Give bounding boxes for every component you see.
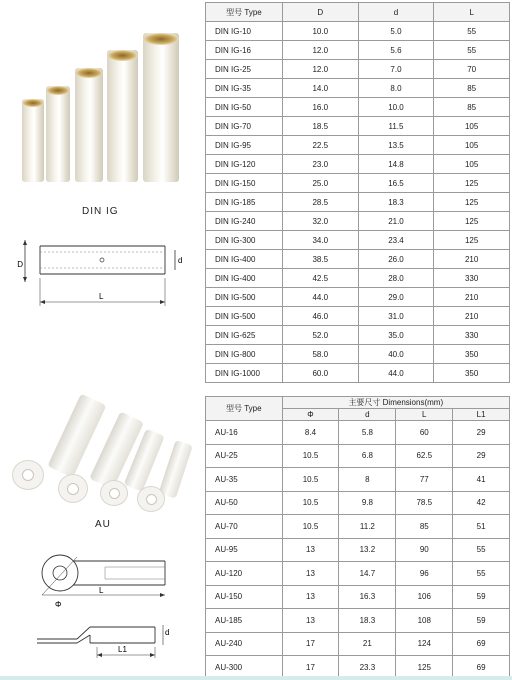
model-cell: AU-150 bbox=[206, 585, 283, 609]
tube-dimension-diagram bbox=[15, 232, 195, 312]
table-row bbox=[206, 155, 510, 174]
model-cell: DIN IG-10 bbox=[206, 22, 283, 41]
value-cell: 13.2 bbox=[339, 538, 396, 562]
model-cell: AU-35 bbox=[206, 468, 283, 492]
value-cell: 78.5 bbox=[396, 491, 453, 515]
header-d: d bbox=[339, 409, 396, 421]
table-row bbox=[206, 444, 510, 468]
table-row bbox=[206, 288, 510, 307]
table-row bbox=[206, 491, 510, 515]
model-cell: DIN IG-70 bbox=[206, 117, 283, 136]
value-cell: 6.8 bbox=[339, 444, 396, 468]
dim-d-inner-label: d bbox=[178, 256, 183, 265]
value-cell: 55 bbox=[434, 22, 510, 41]
value-cell: 51 bbox=[453, 515, 510, 539]
table-row bbox=[206, 22, 510, 41]
value-cell: 52.0 bbox=[282, 326, 358, 345]
value-cell: 125 bbox=[434, 193, 510, 212]
value-cell: 105 bbox=[434, 117, 510, 136]
tube-2 bbox=[46, 86, 70, 182]
left-panel bbox=[0, 0, 200, 680]
value-cell: 13 bbox=[282, 562, 339, 586]
value-cell: 13 bbox=[282, 585, 339, 609]
value-cell: 8 bbox=[339, 468, 396, 492]
table-row bbox=[206, 515, 510, 539]
model-cell: DIN IG-25 bbox=[206, 60, 283, 79]
value-cell: 11.5 bbox=[358, 117, 434, 136]
bottom-accent-bar bbox=[0, 676, 512, 680]
value-cell: 29.0 bbox=[358, 288, 434, 307]
value-cell: 26.0 bbox=[358, 250, 434, 269]
model-cell: DIN IG-95 bbox=[206, 136, 283, 155]
model-cell: AU-25 bbox=[206, 444, 283, 468]
au-spec-table bbox=[205, 396, 510, 680]
value-cell: 14.8 bbox=[358, 155, 434, 174]
value-cell: 18.3 bbox=[339, 609, 396, 633]
dim-l1-label: L1 bbox=[118, 645, 127, 654]
value-cell: 55 bbox=[453, 538, 510, 562]
table-row bbox=[206, 174, 510, 193]
value-cell: 60.0 bbox=[282, 364, 358, 383]
table-row bbox=[206, 231, 510, 250]
model-cell: DIN IG-400 bbox=[206, 250, 283, 269]
tube-5 bbox=[143, 33, 179, 182]
value-cell: 12.0 bbox=[282, 60, 358, 79]
value-cell: 44.0 bbox=[358, 364, 434, 383]
value-cell: 16.0 bbox=[282, 98, 358, 117]
value-cell: 5.0 bbox=[358, 22, 434, 41]
value-cell: 10.5 bbox=[282, 444, 339, 468]
value-cell: 69 bbox=[453, 632, 510, 656]
model-cell: AU-50 bbox=[206, 491, 283, 515]
value-cell: 105 bbox=[434, 136, 510, 155]
value-cell: 13.5 bbox=[358, 136, 434, 155]
table-row bbox=[206, 468, 510, 492]
table-row bbox=[206, 326, 510, 345]
value-cell: 28.5 bbox=[282, 193, 358, 212]
model-cell: AU-185 bbox=[206, 609, 283, 633]
value-cell: 5.8 bbox=[339, 421, 396, 445]
value-cell: 59 bbox=[453, 609, 510, 633]
table-row bbox=[206, 269, 510, 288]
table-row bbox=[206, 307, 510, 326]
dim-phi-label: Φ bbox=[55, 600, 62, 609]
tube-1 bbox=[22, 99, 44, 182]
model-cell: DIN IG-500 bbox=[206, 288, 283, 307]
value-cell: 58.0 bbox=[282, 345, 358, 364]
value-cell: 31.0 bbox=[358, 307, 434, 326]
table-row bbox=[206, 364, 510, 383]
table-row bbox=[206, 562, 510, 586]
header-l1: L1 bbox=[453, 409, 510, 421]
header-phi: Φ bbox=[282, 409, 339, 421]
table-row bbox=[206, 60, 510, 79]
header-dimensions: 主要尺寸 Dimensions(mm) bbox=[282, 397, 509, 409]
value-cell: 29 bbox=[453, 421, 510, 445]
value-cell: 96 bbox=[396, 562, 453, 586]
lug-dimension-diagram bbox=[15, 545, 195, 665]
model-cell: DIN IG-150 bbox=[206, 174, 283, 193]
value-cell: 14.0 bbox=[282, 79, 358, 98]
table-header-row bbox=[206, 397, 510, 409]
value-cell: 42 bbox=[453, 491, 510, 515]
model-cell: DIN IG-800 bbox=[206, 345, 283, 364]
table-row bbox=[206, 538, 510, 562]
tube-3 bbox=[75, 68, 103, 182]
model-cell: AU-70 bbox=[206, 515, 283, 539]
tube-4 bbox=[107, 50, 138, 182]
value-cell: 77 bbox=[396, 468, 453, 492]
model-cell: DIN IG-300 bbox=[206, 231, 283, 250]
value-cell: 210 bbox=[434, 307, 510, 326]
value-cell: 7.0 bbox=[358, 60, 434, 79]
value-cell: 350 bbox=[434, 345, 510, 364]
value-cell: 8.0 bbox=[358, 79, 434, 98]
value-cell: 18.3 bbox=[358, 193, 434, 212]
value-cell: 9.8 bbox=[339, 491, 396, 515]
value-cell: 330 bbox=[434, 269, 510, 288]
header-type: 型号 Type bbox=[206, 397, 283, 421]
model-cell: AU-240 bbox=[206, 632, 283, 656]
value-cell: 25.0 bbox=[282, 174, 358, 193]
table-row bbox=[206, 609, 510, 633]
table-row bbox=[206, 117, 510, 136]
value-cell: 21.0 bbox=[358, 212, 434, 231]
value-cell: 41 bbox=[453, 468, 510, 492]
value-cell: 106 bbox=[396, 585, 453, 609]
table-row bbox=[206, 345, 510, 364]
model-cell: AU-120 bbox=[206, 562, 283, 586]
value-cell: 10.5 bbox=[282, 491, 339, 515]
header-type: 型号 Type bbox=[206, 3, 283, 22]
value-cell: 10.5 bbox=[282, 515, 339, 539]
value-cell: 35.0 bbox=[358, 326, 434, 345]
value-cell: 23.0 bbox=[282, 155, 358, 174]
din-ig-spec-table bbox=[205, 2, 510, 383]
value-cell: 23.3 bbox=[339, 656, 396, 680]
model-cell: AU-95 bbox=[206, 538, 283, 562]
model-cell: DIN IG-240 bbox=[206, 212, 283, 231]
table-row bbox=[206, 136, 510, 155]
value-cell: 14.7 bbox=[339, 562, 396, 586]
table-row bbox=[206, 79, 510, 98]
table-row bbox=[206, 41, 510, 60]
dim-l-label: L bbox=[99, 292, 104, 301]
value-cell: 5.6 bbox=[358, 41, 434, 60]
table-row bbox=[206, 212, 510, 231]
value-cell: 330 bbox=[434, 326, 510, 345]
value-cell: 85 bbox=[434, 79, 510, 98]
value-cell: 17 bbox=[282, 656, 339, 680]
value-cell: 105 bbox=[434, 155, 510, 174]
value-cell: 85 bbox=[434, 98, 510, 117]
table-row bbox=[206, 585, 510, 609]
value-cell: 21 bbox=[339, 632, 396, 656]
value-cell: 70 bbox=[434, 60, 510, 79]
value-cell: 12.0 bbox=[282, 41, 358, 60]
header-d-outer: D bbox=[282, 3, 358, 22]
value-cell: 34.0 bbox=[282, 231, 358, 250]
value-cell: 16.5 bbox=[358, 174, 434, 193]
value-cell: 62.5 bbox=[396, 444, 453, 468]
value-cell: 10.0 bbox=[282, 22, 358, 41]
value-cell: 23.4 bbox=[358, 231, 434, 250]
din-ig-caption: DIN IG bbox=[82, 206, 119, 217]
model-cell: DIN IG-185 bbox=[206, 193, 283, 212]
value-cell: 16.3 bbox=[339, 585, 396, 609]
model-cell: DIN IG-16 bbox=[206, 41, 283, 60]
table-row bbox=[206, 193, 510, 212]
value-cell: 124 bbox=[396, 632, 453, 656]
value-cell: 32.0 bbox=[282, 212, 358, 231]
model-cell: DIN IG-35 bbox=[206, 79, 283, 98]
au-caption: AU bbox=[95, 519, 111, 530]
value-cell: 28.0 bbox=[358, 269, 434, 288]
value-cell: 13 bbox=[282, 538, 339, 562]
value-cell: 17 bbox=[282, 632, 339, 656]
header-l: L bbox=[434, 3, 510, 22]
header-d-inner: d bbox=[358, 3, 434, 22]
model-cell: AU-300 bbox=[206, 656, 283, 680]
value-cell: 38.5 bbox=[282, 250, 358, 269]
model-cell: DIN IG-400 bbox=[206, 269, 283, 288]
value-cell: 69 bbox=[453, 656, 510, 680]
value-cell: 60 bbox=[396, 421, 453, 445]
value-cell: 125 bbox=[396, 656, 453, 680]
value-cell: 22.5 bbox=[282, 136, 358, 155]
value-cell: 18.5 bbox=[282, 117, 358, 136]
model-cell: DIN IG-500 bbox=[206, 307, 283, 326]
value-cell: 10.5 bbox=[282, 468, 339, 492]
dim-d-outer-label: D bbox=[17, 260, 23, 269]
value-cell: 55 bbox=[434, 41, 510, 60]
value-cell: 90 bbox=[396, 538, 453, 562]
value-cell: 210 bbox=[434, 250, 510, 269]
value-cell: 210 bbox=[434, 288, 510, 307]
model-cell: AU-16 bbox=[206, 421, 283, 445]
value-cell: 125 bbox=[434, 212, 510, 231]
value-cell: 85 bbox=[396, 515, 453, 539]
table-row bbox=[206, 250, 510, 269]
value-cell: 59 bbox=[453, 585, 510, 609]
value-cell: 108 bbox=[396, 609, 453, 633]
dim-l-label-au: L bbox=[99, 586, 104, 595]
dim-d-label-au: d bbox=[165, 628, 170, 637]
table-row bbox=[206, 98, 510, 117]
value-cell: 10.0 bbox=[358, 98, 434, 117]
value-cell: 350 bbox=[434, 364, 510, 383]
model-cell: DIN IG-1000 bbox=[206, 364, 283, 383]
value-cell: 44.0 bbox=[282, 288, 358, 307]
header-l: L bbox=[396, 409, 453, 421]
value-cell: 13 bbox=[282, 609, 339, 633]
value-cell: 46.0 bbox=[282, 307, 358, 326]
table-row bbox=[206, 421, 510, 445]
model-cell: DIN IG-120 bbox=[206, 155, 283, 174]
table-row bbox=[206, 632, 510, 656]
value-cell: 8.4 bbox=[282, 421, 339, 445]
value-cell: 29 bbox=[453, 444, 510, 468]
value-cell: 55 bbox=[453, 562, 510, 586]
value-cell: 42.5 bbox=[282, 269, 358, 288]
value-cell: 125 bbox=[434, 174, 510, 193]
value-cell: 40.0 bbox=[358, 345, 434, 364]
model-cell: DIN IG-50 bbox=[206, 98, 283, 117]
table-header-row bbox=[206, 3, 510, 22]
value-cell: 11.2 bbox=[339, 515, 396, 539]
model-cell: DIN IG-625 bbox=[206, 326, 283, 345]
value-cell: 125 bbox=[434, 231, 510, 250]
